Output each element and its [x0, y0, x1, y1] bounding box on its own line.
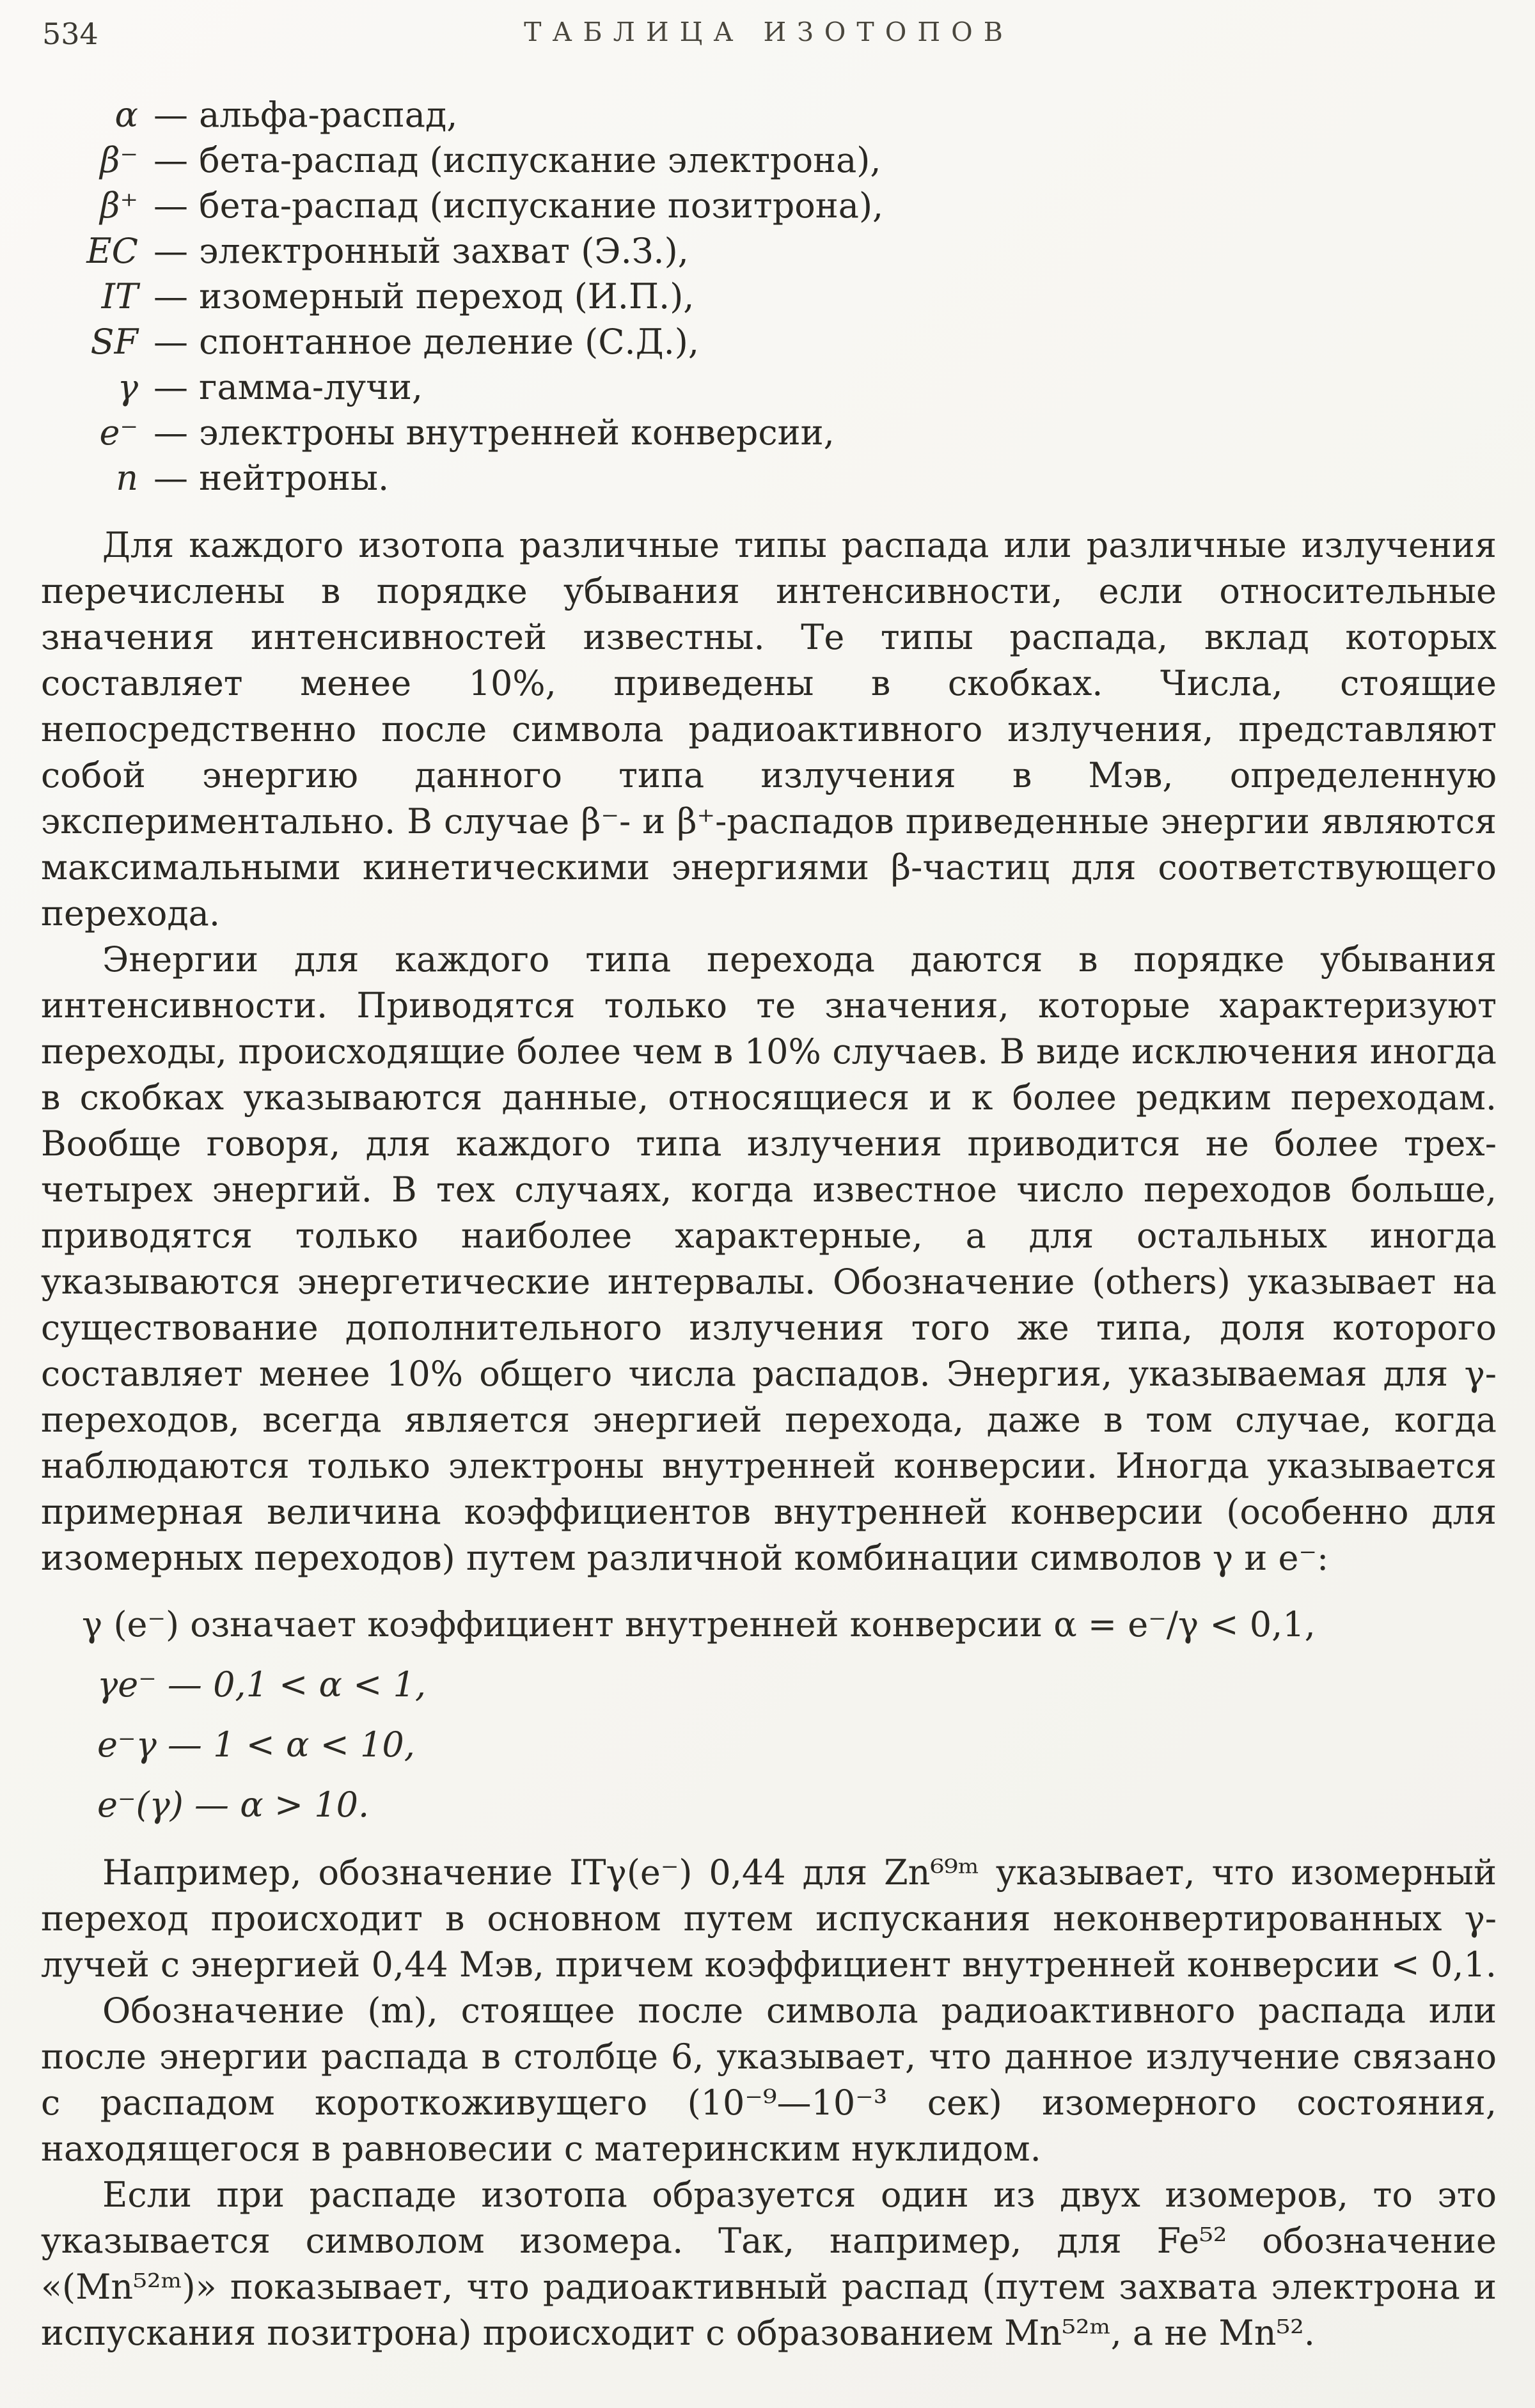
- legend-symbol: IT: [101, 276, 138, 317]
- decay-type-legend: [56, 92, 1497, 501]
- running-head: [41, 17, 1497, 58]
- legend-description: — изомерный переход (И.П.),: [154, 276, 695, 317]
- legend-symbol: α: [114, 95, 138, 135]
- legend-row: [56, 410, 1497, 455]
- page-number: 534: [42, 17, 98, 51]
- legend-row: [56, 364, 1497, 410]
- formula-line: γe⁻ — 0,1 < α < 1,: [97, 1664, 427, 1705]
- conversion-coefficient-list: [82, 1603, 1497, 1827]
- formula-line: e⁻γ — 1 < α < 10,: [97, 1724, 415, 1765]
- legend-symbol: β⁻: [100, 140, 138, 180]
- legend-symbol: e⁻: [99, 412, 138, 453]
- paragraph-transition-energies: Энергии для каждого типа перехода даются в порядке убывания интенсивности. Приводятся только те значения, которые характеризуют переходы, происходящие более чем в 10% случаев. В виде исключения иногда в скобках указываются данные, относящиеся и к более редким переходам. Вообще говоря, для каждого типа излучения приводится не более трех-четырех энергий. В тех случаях, когда известное число переходов больше, приводятся только наиболее характерные, а для остальных иногда указываются энергетические интервалы. Обозначение (others) указывает на существование дополнительного излучения того же типа, доля которого составляет менее 10% общего числа распадов. Энергия, указываемая для γ-переходов, всегда является энергией перехода, даже в том случае, когда наблюдаются только электроны внутренней конверсии. Иногда указывается примерная величина коэффициентов внутренней конверсии (особенно для изомерных переходов) путем различной комбинации символов γ и e⁻:: [41, 939, 1497, 1578]
- formula-line: γ (e⁻) означает коэффициент внутренней конверсии α = e⁻/γ < 0,1,: [82, 1604, 1316, 1645]
- paragraph-decay-order: Для каждого изотопа различные типы распада или различные излучения перечислены в порядке убывания интенсивности, если относительные значения интенсивностей известны. Те типы распада, вклад которых составляет менее 10%, приведены в скобках. Числа, стоящие непосредственно после символа радиоактивного излучения, представляют собой энергию данного типа излучения в Мэв, определенную экспериментально. В случае β⁻- и β⁺-распадов приведенные энергии являются максимальными кинетическими энергиями β-частиц для соответствующего перехода.: [41, 525, 1497, 934]
- legend-row: [56, 274, 1497, 319]
- legend-description: — спонтанное деление (С.Д.),: [154, 322, 700, 362]
- legend-description: — электронный захват (Э.З.),: [154, 231, 689, 271]
- paragraph-example-zn69m: Например, обозначение ITγ(e⁻) 0,44 для Zn⁶⁹ᵐ указывает, что изомерный переход происходит в основном путем испускания неконвертированных γ-лучей с энергией 0,44 Мэв, причем коэффициент внутренней конверсии < 0,1.: [41, 1852, 1497, 1985]
- legend-description: — альфа-распад,: [154, 95, 458, 135]
- legend-description: — бета-распад (испускание позитрона),: [154, 185, 884, 226]
- legend-symbol: ЕС: [86, 231, 138, 271]
- legend-description: — нейтроны.: [154, 458, 390, 498]
- legend-symbol: n: [116, 458, 138, 498]
- legend-symbol: γ: [117, 367, 138, 407]
- legend-description: — гамма-лучи,: [154, 367, 423, 407]
- legend-row: [56, 183, 1497, 228]
- paragraph-m-notation: Обозначение (m), стоящее после символа радиоактивного распада или после энергии распада в столбце 6, указывает, что данное излучение связано с распадом короткоживущего (10⁻⁹—10⁻³ сек) изомерного состояния, находящегося в равновесии с материнским нуклидом.: [41, 1990, 1497, 2169]
- legend-description: — электроны внутренней конверсии,: [154, 412, 835, 453]
- legend-row: [56, 455, 1497, 501]
- page-title: ТАБЛИЦА ИЗОТОПОВ: [524, 17, 1014, 47]
- legend-row: [56, 228, 1497, 274]
- legend-symbol: β⁺: [100, 185, 138, 226]
- legend-row: [56, 92, 1497, 137]
- legend-row: [56, 319, 1497, 364]
- legend-row: [56, 137, 1497, 183]
- formula-line: e⁻(γ) — α > 10.: [97, 1785, 370, 1825]
- legend-description: — бета-распад (испускание электрона),: [154, 140, 881, 180]
- paragraph-isomer-symbol: Если при распаде изотопа образуется один из двух изомеров, то это указывается символом изомера. Так, например, для Fe⁵² обозначение «(Mn⁵²ᵐ)» показывает, что радиоактивный распад (путем захвата электрона и испускания позитрона) происходит с образованием Mn⁵²ᵐ, а не Mn⁵².: [41, 2175, 1497, 2353]
- legend-symbol: SF: [90, 322, 138, 362]
